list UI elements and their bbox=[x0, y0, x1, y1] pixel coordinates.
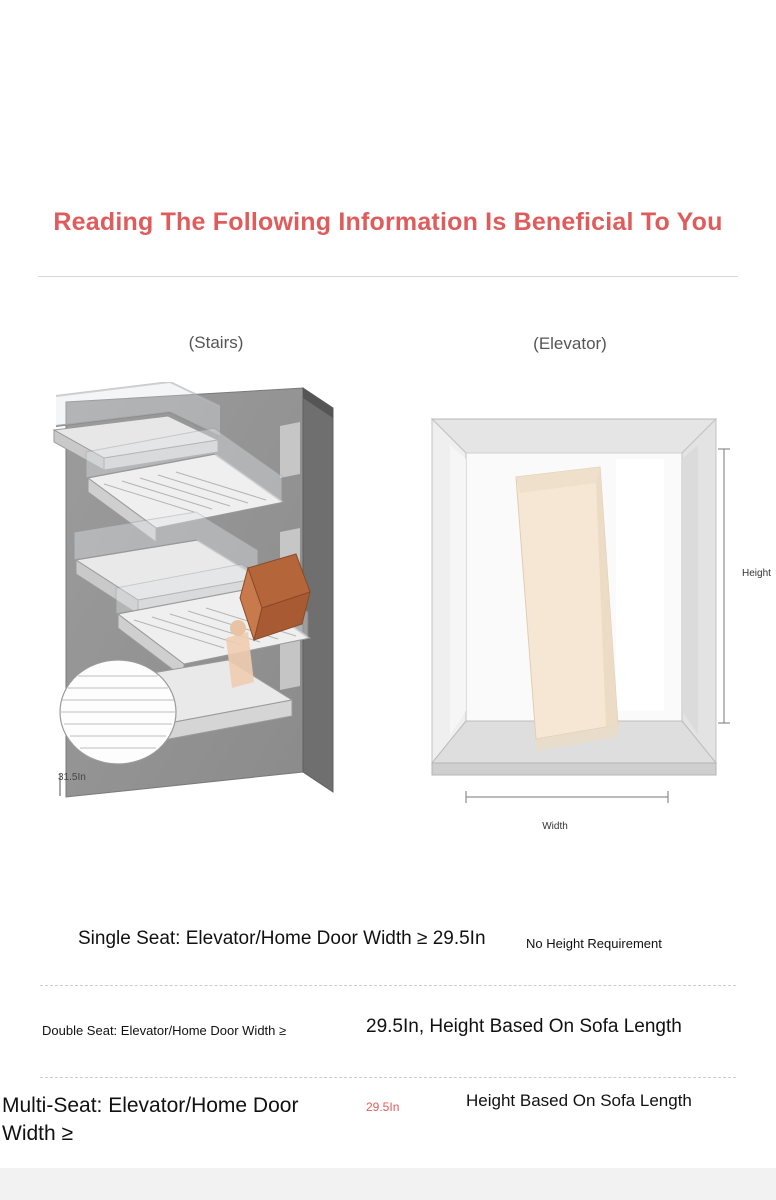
elevator-illustration bbox=[420, 405, 730, 805]
stairwell-illustration bbox=[48, 382, 348, 812]
spec-double-seat-note: 29.5In, Height Based On Sofa Length bbox=[366, 1016, 682, 1037]
spec-single-seat-note: No Height Requirement bbox=[526, 936, 662, 951]
spec-multi-seat-label: Multi-Seat: Elevator/Home Door Width ≥ bbox=[2, 1094, 299, 1145]
elevator-caption: (Elevator) bbox=[533, 334, 607, 353]
elevator-height-label: Height bbox=[742, 568, 771, 579]
elevator-width-label: Width bbox=[542, 821, 568, 832]
spec-divider-2 bbox=[40, 1077, 736, 1078]
stairs-measure-label: 31.5In bbox=[58, 772, 86, 783]
stairs-caption: (Stairs) bbox=[188, 333, 244, 352]
bottom-strip bbox=[0, 1168, 776, 1200]
spec-double-seat-label: Double Seat: Elevator/Home Door Width ≥ bbox=[42, 1023, 287, 1038]
page-title: Reading The Following Information Is Beneficial To You bbox=[53, 208, 723, 236]
title-divider bbox=[38, 276, 738, 277]
spec-multi-seat-value: 29.5In bbox=[366, 1100, 400, 1114]
spec-single-seat-label: Single Seat: Elevator/Home Door Width ≥ 29.5In bbox=[78, 928, 486, 949]
spec-divider-1 bbox=[40, 985, 736, 986]
spec-multi-seat-note: Height Based On Sofa Length bbox=[466, 1091, 692, 1110]
